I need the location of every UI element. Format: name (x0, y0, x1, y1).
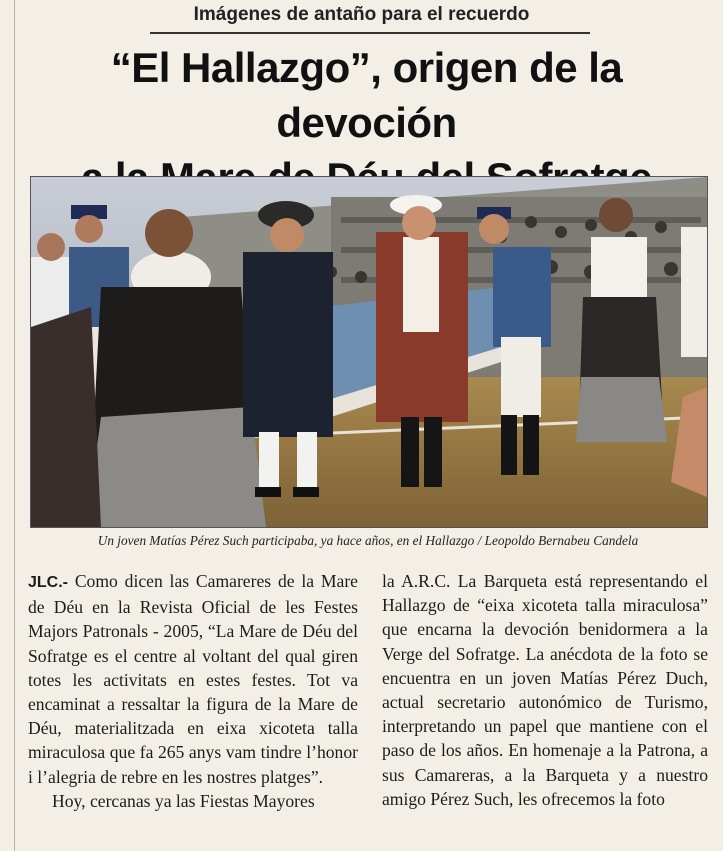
article-paragraph (28, 569, 358, 789)
headline-line-1: “El Hallazgo”, origen de la devoción (110, 44, 623, 146)
byline: JLC.- (28, 574, 68, 591)
section-underline (150, 32, 590, 34)
photo-caption: Un joven Matías Pérez Such participaba, ya hace años, en el Hallazgo / Leopoldo Bernabeu Candela (97, 533, 639, 548)
article-column-right (382, 569, 708, 811)
article-paragraph: Hoy, cercanas ya las Fiestas Mayores (52, 790, 315, 811)
article-paragraph: la A.R.C. La Barqueta está representando el Hallazgo de “eixa xicoteta talla miraculosa” que encarna la devoción benidormera a la Verge del Sofratge. La anécdota de la foto se encuentra en un joven Matías Pérez Duch, actual secretario autonómico de Turismo, interpretando un papel que mantiene con el paso de los años. En homenaje a la Patrona, a sus Camareras, a la Barqueta y a nuestro amigo Pérez Such, les ofrecemos la foto (382, 571, 708, 809)
paragraph-text: Como dicen las Camareres de la Mare de Déu en la Revista Oficial de les Festes Majors Patronals - 2005, “La Mare de Déu del Sofratge es el centre al voltant del qual giren totes les activitats en estes festes. Tot va encaminat a ressaltar la figura de la Mare de Déu, materialitzada en eixa xicoteta talla miraculosa que fa 265 anys vam tindre l’honor i l’alegria de rebre en les nostres platges”. (28, 571, 358, 787)
page-left-rule (14, 0, 15, 851)
section-heading: Imágenes de antaño para el recuerdo (193, 4, 530, 25)
festival-photo (30, 176, 708, 528)
article-column-left (28, 569, 358, 813)
